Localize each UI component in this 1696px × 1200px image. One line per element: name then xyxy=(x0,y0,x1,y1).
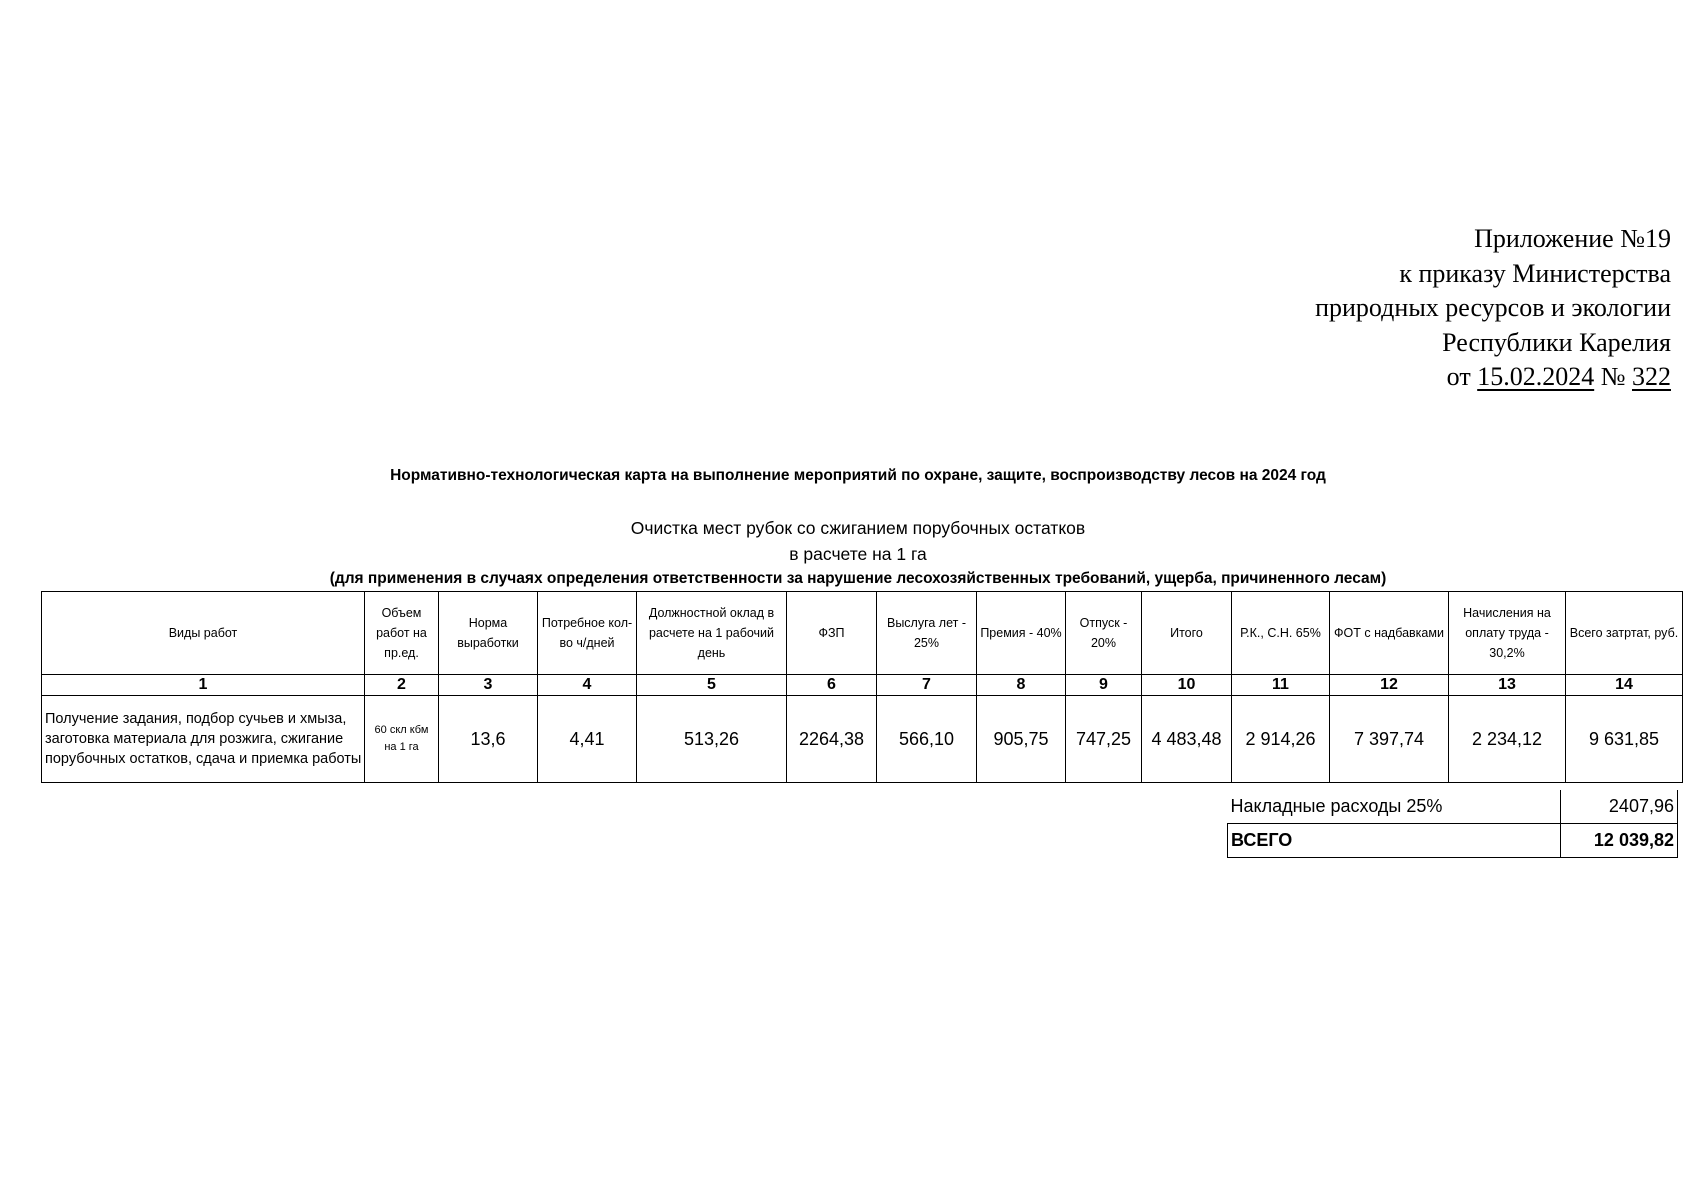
header-cell: Отпуск - 20% xyxy=(1066,592,1142,675)
number-sign: № xyxy=(1600,362,1626,391)
header-cell: Потребное кол-во ч/дней xyxy=(538,592,637,675)
application-note: (для применения в случаях определения ответственности за нарушение лесохозяйственных требований, ущерба, причиненного лесам) xyxy=(329,570,1387,587)
payroll-fund-cell: 2264,38 xyxy=(787,696,877,783)
column-number: 2 xyxy=(365,675,439,696)
payroll-charges-cell: 2 234,12 xyxy=(1449,696,1566,783)
vacation-cell: 747,25 xyxy=(1066,696,1142,783)
header-cell: Норма выработки xyxy=(439,592,538,675)
header-cell: Объем работ на пр.ед. xyxy=(365,592,439,675)
work-description-cell: Получение задания, подбор сучьев и хмыза, заготовка материала для розжига, сжигание порубочных остатков, сдача и приемка работы xyxy=(42,696,365,783)
appendix-title: Приложение №19 xyxy=(1474,224,1671,253)
column-number: 13 xyxy=(1449,675,1566,696)
work-volume-cell: 60 скл кбм на 1 га xyxy=(365,696,439,783)
man-days-cell: 4,41 xyxy=(538,696,637,783)
appendix-order-ref: к приказу Министерства xyxy=(1399,258,1671,288)
column-number: 7 xyxy=(877,675,977,696)
column-number: 5 xyxy=(637,675,787,696)
totals-table xyxy=(1227,790,1678,858)
header-cell: Р.К., С.Н. 65% xyxy=(1232,592,1330,675)
overhead-label: Накладные расходы 25% xyxy=(1230,796,1443,816)
order-number: 322 xyxy=(1632,362,1671,391)
table-row xyxy=(42,696,1683,783)
header-cell: Всего затртат, руб. xyxy=(1566,592,1683,675)
column-number: 6 xyxy=(787,675,877,696)
header-cell: Должностной оклад в расчете на 1 рабочий день xyxy=(637,592,787,675)
grand-total-row xyxy=(1228,824,1678,858)
overhead-value: 2407,96 xyxy=(1561,790,1678,824)
column-number: 9 xyxy=(1066,675,1142,696)
document-subtitle: Очистка мест рубок со сжиганием порубочных остатков xyxy=(630,518,1086,538)
header-cell: ФЗП xyxy=(787,592,877,675)
appendix-ministry: природных ресурсов и экологии xyxy=(1315,293,1671,322)
per-unit-note: в расчете на 1 га xyxy=(789,544,927,564)
header-cell: Виды работ xyxy=(42,592,365,675)
column-number-row xyxy=(42,675,1683,696)
cost-table xyxy=(41,591,1683,783)
column-number: 4 xyxy=(538,675,637,696)
subtotal-cell: 4 483,48 xyxy=(1142,696,1232,783)
grand-total-label: ВСЕГО xyxy=(1228,824,1561,858)
premium-cell: 905,75 xyxy=(977,696,1066,783)
column-number: 3 xyxy=(439,675,538,696)
document-title: Нормативно-технологическая карта на выполнение мероприятий по охране, защите, воспроизводству лесов на 2024 год xyxy=(390,467,1326,484)
column-number: 11 xyxy=(1232,675,1330,696)
seniority-bonus-cell: 566,10 xyxy=(877,696,977,783)
table-header-row xyxy=(42,592,1683,675)
header-cell: Премия - 40% xyxy=(977,592,1066,675)
header-cell: Итого xyxy=(1142,592,1232,675)
header-cell: ФОТ с надбавками xyxy=(1330,592,1449,675)
daily-salary-cell: 513,26 xyxy=(637,696,787,783)
total-cost-cell: 9 631,85 xyxy=(1566,696,1683,783)
column-number: 1 xyxy=(42,675,365,696)
appendix-republic: Республики Карелия xyxy=(1442,327,1671,357)
appendix-block xyxy=(1071,222,1671,395)
grand-total-value: 12 039,82 xyxy=(1561,824,1678,858)
column-number: 14 xyxy=(1566,675,1683,696)
header-cell: Начисления на оплату труда - 30,2% xyxy=(1449,592,1566,675)
regional-coefficient-cell: 2 914,26 xyxy=(1232,696,1330,783)
order-date: 15.02.2024 xyxy=(1477,362,1595,391)
wage-fund-cell: 7 397,74 xyxy=(1330,696,1449,783)
order-prefix: от xyxy=(1446,362,1471,391)
output-norm-cell: 13,6 xyxy=(439,696,538,783)
column-number: 10 xyxy=(1142,675,1232,696)
column-number: 12 xyxy=(1330,675,1449,696)
column-number: 8 xyxy=(977,675,1066,696)
appendix-order-line xyxy=(1071,360,1671,395)
header-cell: Выслуга лет - 25% xyxy=(877,592,977,675)
overhead-row xyxy=(1228,790,1678,824)
